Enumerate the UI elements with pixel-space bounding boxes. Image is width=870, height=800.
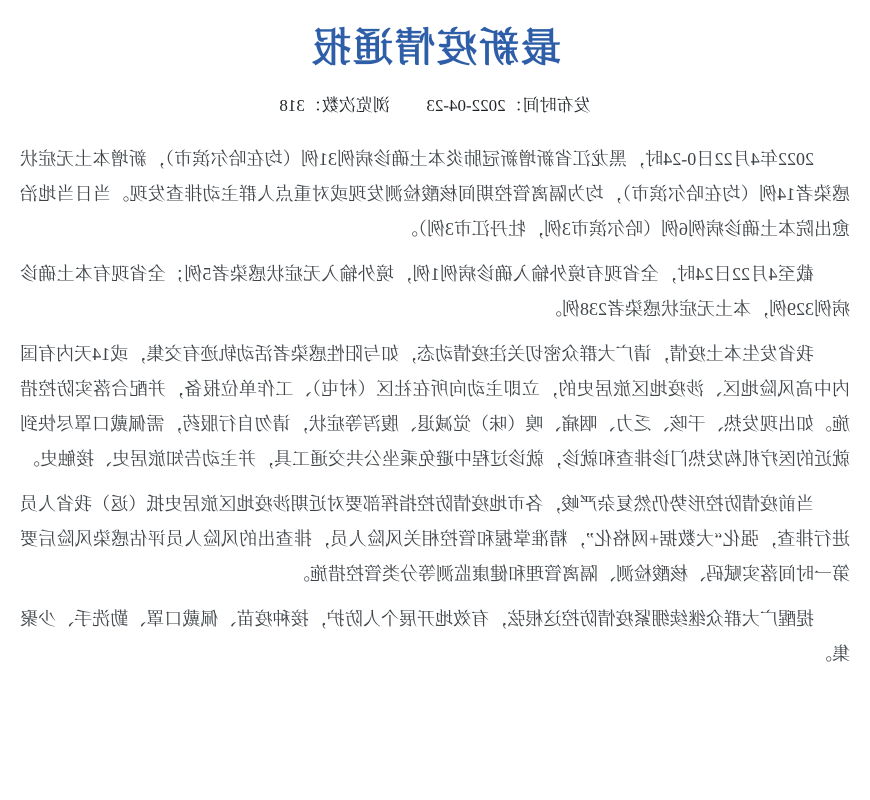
page-title: 最新疫情通报 [309, 26, 561, 70]
paragraph-daily-cases: 2022年4月22日0-24时，黑龙江省新增新冠肺炎本土确诊病例31例（均在哈尔滨市），新增本土无症状感染者14例（均在哈尔滨市），均为隔离管控期间核酸检测发现或对重点人群主动排查发现。当日当地治愈出院本土确诊病例6例（哈尔滨市3例，牡丹江市3例）。 [20, 149, 850, 239]
paragraph-control-measures: 当前疫情防控形势仍然复杂严峻，各市地疫情防控指挥部要对近期涉疫地区旅居史抵（返）我省人员进行排查，强化“大数据+网格化”，精准掌握和管控相关风险人员，排查出的风险人员评估感染风险后要第一时间落实赋码、核酸检测、隔离管理和健康监测等分类管控措施。 [20, 494, 850, 584]
publish-meta [20, 91, 850, 116]
view-count: 浏览次数：318 [279, 96, 390, 115]
paragraph-public-guidance: 我省发生本土疫情，请广大群众密切关注疫情动态，如与阳性感染者活动轨迹有交集，或14天内有国内中高风险地区、涉疫地区旅居史的，立即主动向所在社区（村屯）、工作单位报备，并配合落实防控措施。如出现发热、干咳、乏力、咽痛、嗅（味）觉减退、腹泻等症状，请勿自行服药，需佩戴口罩尽快到就近的医疗机构发热门诊排查和就诊，就诊过程中避免乘坐公共交通工具，并主动告知旅居史、接触史。 [20, 344, 850, 469]
notice-body [20, 142, 850, 672]
paragraph-cumulative-cases: 截至4月22日24时，全省现有境外输入确诊病例1例，境外输入无症状感染者5例；全省现有本土确诊病例329例，本土无症状感染者238例。 [20, 264, 850, 319]
publish-time: 发布时间：2022-04-23 [426, 96, 591, 115]
paragraph-personal-protection: 提醒广大群众继续绷紧疫情防控这根弦，有效地开展个人防护，接种疫苗、佩戴口罩、勤洗手、少聚集。 [20, 609, 850, 664]
